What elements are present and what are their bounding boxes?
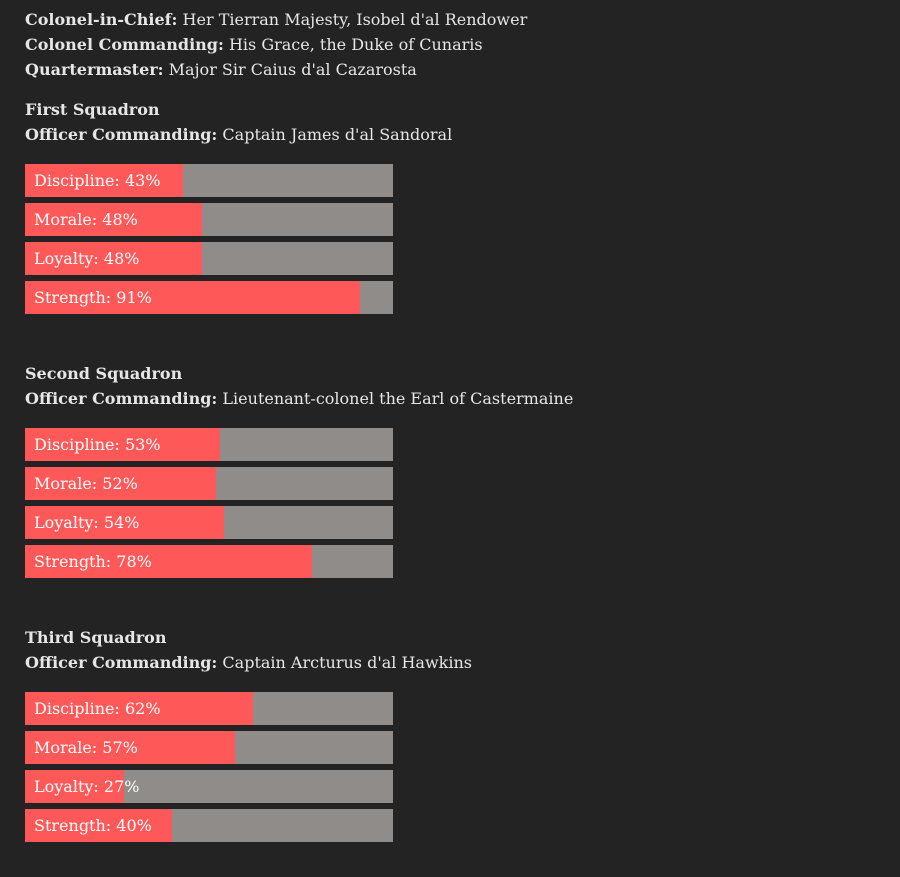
- squadron-title: Second Squadron: [25, 364, 183, 383]
- quartermaster-value: Major Sir Caius d'al Cazarosta: [168, 60, 417, 79]
- strength-bar: [25, 281, 393, 314]
- bar-label: Discipline: 53%: [34, 435, 161, 454]
- bar-label: Strength: 78%: [34, 552, 152, 571]
- squadron-title: First Squadron: [25, 100, 160, 119]
- squadron-second: [25, 361, 574, 584]
- colonel-in-chief-label: Colonel-in-Chief:: [25, 10, 178, 29]
- loyalty-bar: [25, 770, 393, 803]
- stat-bars: [25, 164, 425, 314]
- colonel-in-chief-value: Her Tierran Majesty, Isobel d'al Rendower: [182, 10, 528, 29]
- officer-commanding-label: Officer Commanding:: [25, 389, 218, 408]
- bar-label: Morale: 57%: [34, 738, 138, 757]
- colonel-commanding-label: Colonel Commanding:: [25, 35, 224, 54]
- stat-bars: [25, 428, 425, 578]
- officer-commanding-value: Captain Arcturus d'al Hawkins: [222, 653, 472, 672]
- colonel-commanding-value: His Grace, the Duke of Cunaris: [228, 35, 483, 54]
- bar-label: Discipline: 62%: [34, 699, 161, 718]
- bar-label: Strength: 91%: [34, 288, 152, 307]
- squadron-third: [25, 625, 472, 848]
- discipline-bar: [25, 164, 393, 197]
- officer-commanding-value: Captain James d'al Sandoral: [222, 125, 453, 144]
- officer-commanding-line: [25, 386, 574, 411]
- strength-bar: [25, 809, 393, 842]
- officer-commanding-line: [25, 122, 453, 147]
- quartermaster-label: Quartermaster:: [25, 60, 164, 79]
- officer-commanding-label: Officer Commanding:: [25, 653, 218, 672]
- strength-bar: [25, 545, 393, 578]
- morale-bar: [25, 467, 393, 500]
- discipline-bar: [25, 428, 393, 461]
- officer-commanding-line: [25, 650, 472, 675]
- bar-label: Morale: 48%: [34, 210, 138, 229]
- squadron-first: [25, 97, 453, 320]
- bar-label: Loyalty: 27%: [34, 777, 140, 796]
- bar-label: Morale: 52%: [34, 474, 138, 493]
- regiment-header: [25, 7, 527, 82]
- bar-label: Loyalty: 54%: [34, 513, 140, 532]
- morale-bar: [25, 203, 393, 236]
- loyalty-bar: [25, 242, 393, 275]
- quartermaster-line: [25, 57, 527, 82]
- colonel-commanding-line: [25, 32, 527, 57]
- stat-bars: [25, 692, 425, 842]
- officer-commanding-value: Lieutenant-colonel the Earl of Castermaine: [222, 389, 574, 408]
- bar-label: Loyalty: 48%: [34, 249, 140, 268]
- loyalty-bar: [25, 506, 393, 539]
- squadron-title: Third Squadron: [25, 628, 167, 647]
- colonel-in-chief-line: [25, 7, 527, 32]
- bar-label: Discipline: 43%: [34, 171, 161, 190]
- bar-label: Strength: 40%: [34, 816, 152, 835]
- morale-bar: [25, 731, 393, 764]
- officer-commanding-label: Officer Commanding:: [25, 125, 218, 144]
- discipline-bar: [25, 692, 393, 725]
